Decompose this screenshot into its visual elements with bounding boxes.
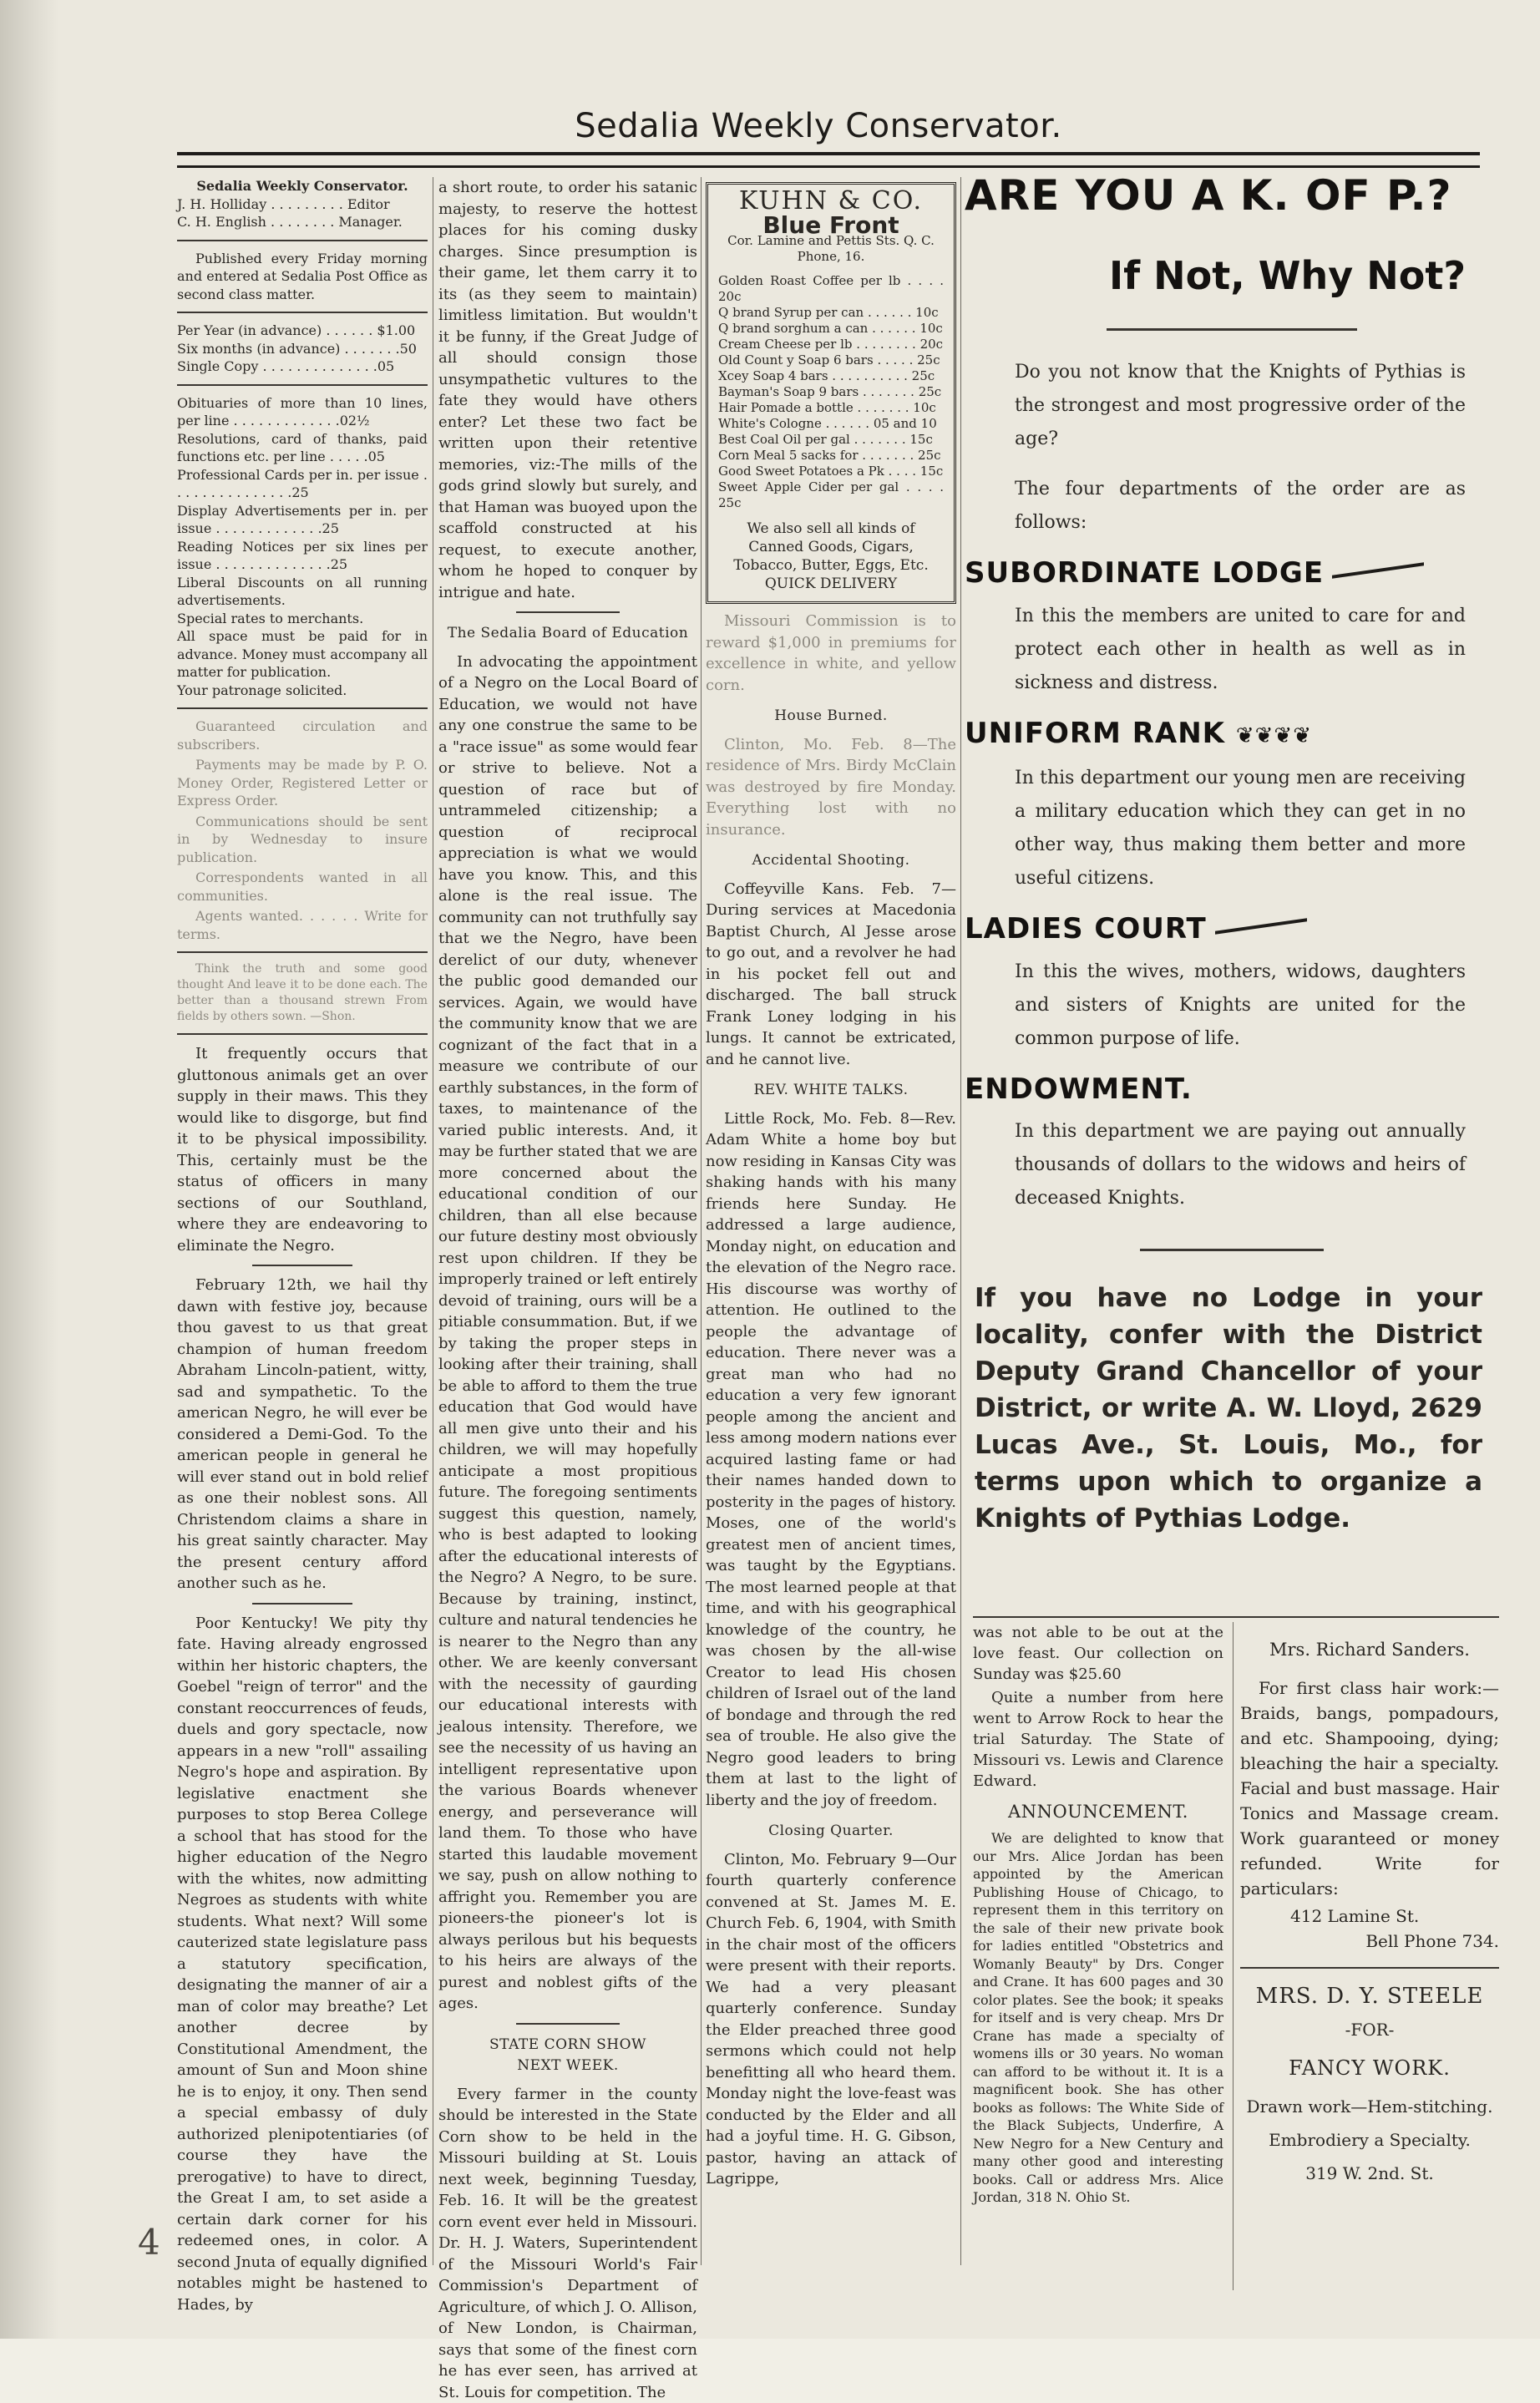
rule — [252, 1265, 352, 1266]
article-corn-show: Every farmer in the county should be interested in the State Corn show to be held in the Missouri building at St. Louis next week, beginning Tuesday, Feb. 16. It will be the greatest corn event ever held in Missouri. Dr. H. J. Waters, Superintendent of the Missouri World's Fair Commission's Department of Agriculture, of which J. O. Allison, of New London, is Chairman, says that some of the finest corn he has ever seen, has arrived at St. Louis for competition. The — [438, 2084, 697, 2403]
article-accidental-shooting: Coffeyville Kans. Feb. 7— During services at Macedonia Baptist Church, Al Jesse arose to go out, and a revolver he had in his pocket fell out and discharged. The ball struck Frank Loney lodging in his lungs. It cannot be extricated, and he cannot live. — [706, 879, 956, 1071]
headline-rev-white: REV. WHITE TALKS. — [706, 1080, 956, 1102]
masthead-rule-lower — [177, 165, 1480, 168]
ad-rate: Display Advertisements per in. per issue . . . . . . . . . . . . .25 — [177, 502, 428, 538]
faint-note: Correspondents wanted in all communities. — [177, 869, 428, 905]
price-item: Good Sweet Potatoes a Pk . . . . 15c — [718, 464, 944, 479]
editorial-kentucky: Poor Kentucky! We pity thy fate. Having already engrossed within her historic chapters, the Goebel "reign of terror" and the constant reoccurrences of feuds, duels and gory spectacle, now appears in a new "roll" assailing Negro's hope and aspiration. By legislative enactment she purposes to stop Berea College a school that has stood for the higher education of the Negro with the whites, now admitting Negroes as students with white students. What next? Will some cauterized state legislature pass a statutory specification, designating the manner of air a man of color may breathe? Let another decree by Constitutional Amendment, the amount of Sun and Moon shine he is to enjoy, it ony. Then send a special embassy of duly authorized plenipotentiaries (of course they have the prerogative) to have to direct, the Great I am, to set aside a certain dark corner for his redeemed ones, in color. A second Jnuta of equally dignified notables might be hastened to Hades, by — [177, 1613, 428, 2316]
page-mark: 4 — [138, 2222, 160, 2263]
kp-intro: Do you not know that the Knights of Pythias is the strongest and most progressive order of the age? — [965, 356, 1499, 456]
editorial-continued: a short route, to order his satanic majesty, to reserve the hottest places for his coming dusky charges. Since presumption is their game, let them carry it to its (as they seem to maintain) limitless limitation. But wouldn't it be funny, if the Great Judge of all should consign those unsympathetic vultures to the fate they would have others enter? Let these two fact be written upon their retentive memories, viz:-The mills of the gods grind slowly but surely, and that Haman was buoyed upon the scaffold constructed at his request, to execute another, whom he hoped to conquer by intrigue and hate. — [438, 177, 697, 603]
staff-editor: J. H. Holliday . . . . . . . . . Editor — [177, 195, 428, 214]
lower-section-rule — [973, 1616, 1499, 1618]
swash-ornament — [1215, 918, 1307, 942]
kp-headline: ARE YOU A K. OF P.? — [965, 185, 1499, 207]
ad-rate: Special rates to merchants. — [177, 610, 428, 628]
sanders-headline: Mrs. Richard Sanders. — [1240, 1637, 1499, 1662]
ad-rate: Professional Cards per in. per issue . . . . . . . . . . . . . . .25 — [177, 466, 428, 502]
price-item: Bayman's Soap 9 bars . . . . . . . 25c — [718, 384, 944, 400]
section-uniform-rank — [965, 723, 1499, 748]
editorial-lincoln: February 12th, we hail thy dawn with festive joy, because thou gavest to us that great champion of human freedom Abraham Lincoln-patient, witty, sad and sympathetic. To the american Negro, he will ever be considered a Demi-God. To the american people in general he will ever stand out in bold relief as one their noblest sons. All Christendom claims a share in his great saintly character. May the present century afford another such as he. — [177, 1275, 428, 1594]
faint-note: Guaranteed circulation and subscribers. — [177, 717, 428, 753]
section-text: In this the members are united to care for and protect each other in health as well as in sickness and distress. — [965, 600, 1499, 700]
price-item: Xcey Soap 4 bars . . . . . . . . . . 25c — [718, 368, 944, 384]
price-item: Best Coal Oil per gal . . . . . . . 15c — [718, 432, 944, 448]
article-commission: Missouri Commission is to reward $1,000 in premiums for excellence in white, and yellow corn. — [706, 611, 956, 696]
price-item: White's Cologne . . . . . . 05 and 10 — [718, 416, 944, 432]
lower-left-column — [973, 1622, 1223, 2290]
section-text: In this department we are paying out annually thousands of dollars to the widows and heirs of deceased Knights. — [965, 1115, 1499, 1215]
section-title: SUBORDINATE LODGE — [965, 556, 1324, 590]
binding-shadow — [0, 0, 58, 2339]
sanders-address: 412 Lamine St. — [1240, 1904, 1499, 1929]
headline-corn-show-sub: NEXT WEEK. — [438, 2056, 697, 2077]
ad-rate: Reading Notices per six lines per issue . . . . . . . . . . . . . .25 — [177, 538, 428, 574]
rule — [177, 312, 428, 313]
steele-line-1: Drawn work—Hem-stitching. — [1240, 2094, 1499, 2119]
editorial-gluttonous: It frequently occurs that gluttonous animals get an over supply in their maws. This they would like to disgorge, but find it to be physical impossibility. This, certainly must be the status of officers in many sections of our Southland, where they are endeavoring to eliminate the Negro. — [177, 1043, 428, 1256]
article-announcement: We are delighted to know that our Mrs. Alice Jordan has been appointed by the American Publishing House of Chicago, to represent them in this territory on the sale of their new private book for ladies entitled "Obstetrics and Womanly Beauty" by Drs. Conger and Crane. It has 600 pages and 30 color plates. See the book; it speaks for itself and is very cheap. Mrs Dr Crane has made a specialty of womens ills or 30 years. No woman can afford to be without it. It is a magnificent book. She has other books as follows: The White Side of the Black Subjects, Underfire, A New Negro for a New Century and many other good and interesting books. Call or address Mrs. Alice Jordan, 318 N. Ohio St. — [973, 1829, 1223, 2207]
swash-ornament — [1332, 562, 1424, 586]
rule — [177, 240, 428, 241]
ad-rate: Obituaries of more than 10 lines, per line . . . . . . . . . . . . .02½ — [177, 394, 428, 430]
kp-advertisement — [965, 177, 1499, 1597]
price-item: Q brand Syrup per can . . . . . . 10c — [718, 305, 944, 321]
section-subordinate-lodge — [965, 563, 1499, 585]
published-notice: Published every Friday morning and entered at Sedalia Post Office as second class matter. — [177, 250, 428, 304]
price-item: Cream Cheese per lb . . . . . . . . 20c — [718, 337, 944, 352]
section-ladies-court — [965, 919, 1499, 940]
ad-footer: We also sell all kinds of Canned Goods, Cigars, Tobacco, Butter, Eggs, Etc. QUICK DELIVERY — [718, 520, 944, 593]
column-rule-4 — [1233, 1622, 1234, 2290]
ad-address: Cor. Lamine and Pettis Sts. Q. C. Phone, 16. — [718, 233, 944, 265]
ad-rate: Your patronage solicited. — [177, 682, 428, 700]
section-text: In this the wives, mothers, widows, daughters and sisters of Knights are united for the common purpose of life. — [965, 956, 1499, 1056]
article-board-of-education: In advocating the appointment of a Negro on the Local Board of Education, we would not have any one construe the same to be a "race issue" as some would fear or strive to believe. Not a question of race but of untrammeled citizenship; a question of reciprocal appreciation is what we would have you know. This, and this alone is the real issue. The community can not truthfully say that we the Negro, have been derelict of our duty, whenever the public good demanded our services. Again, we would have the community know that we are cognizant of the fact that in a measure we contribute of our earthly substances, in the form of taxes, to maintenance of the varied public interests. And, it may be further stated that we are more concerned about the educational condition of our children, than all else because our future destiny most obviously rest upon children. If they be improperly trained or left entirely devoid of training, ours will be a pitiable consummation. But, if we by taking the proper steps in looking after their training, shall be able to afford to them the true education that God would have all men give unto their and his children, we will may hopefully anticipate a most propitious future. The foregoing sentiments suggest this question, namely, who is best adapted to looking after the educational interests of the Negro? A Negro, to be sure. Because by training, instinct, culture and natural tendencies he is nearer to the Negro than any other. We are keenly conversant with the necessity of gaurding our educational interests with jealous intensity. Therefore, we see the necessity of us having an intelligent representative upon the various Boards whenever energy, and perseverance will land them. To those who have started this laudable movement we say, push on allow nothing to affright you. Remember you are pioneers-the pioneer's lot is always perilous but his bequests to his heirs are always of the purest and noblest gifts of the ages. — [438, 651, 697, 2015]
poem: Think the truth and some good thought And leave it to be done each. The better than a thousand strewn From fields by others sown. —Shon. — [177, 961, 428, 1025]
headline-corn-show: STATE CORN SHOW — [438, 2035, 697, 2056]
ad-rate: Resolutions, card of thanks, paid functions etc. per line . . . . .05 — [177, 430, 428, 466]
lower-right-ads — [1240, 1622, 1499, 2290]
price-item: Q brand sorghum a can . . . . . . 10c — [718, 321, 944, 337]
steele-fancy-work: FANCY WORK. — [1240, 2056, 1499, 2081]
kp-closing: If you have no Lodge in your locality, confer with the District Deputy Grand Chancellor of your District, or write A. W. Lloyd, 2629 Lucas Ave., St. Louis, Mo., for terms upon which to organize a Knights of Pythias Lodge. — [965, 1280, 1499, 1537]
faint-note: Agents wanted. . . . . . Write for terms. — [177, 907, 428, 943]
kp-departments: The four departments of the order are as follows: — [965, 473, 1499, 540]
article-rev-white: Little Rock, Mo. Feb. 8—Rev. Adam White a home boy but now residing in Kansas City was shaking hands with his many friends here Sunday. He addressed a large audience, Monday night, on education and the elevation of the Negro race. His discourse was worthy of attention. He outlined to the people the advantage of education. There never was a great man who had no education a very few ignorant people among the ancient and less among modern nations ever acquired lasting fame or had their names handed down to posterity in the pages of history. Moses, one of the world's greatest men of ancient times, was taught by the Egyptians. The most learned people at that time, and with his geographical knowledge of the country, he was chosen by the all-wise Creator to lead His chosen children of Israel out of the land of bondage and through the red sea of trouble. He also give the Negro good leaders to bring them at last to the light of liberty and the joy of freedom. — [706, 1108, 956, 1812]
kuhn-advertisement — [706, 182, 956, 604]
price-item: Old Count y Soap 6 bars . . . . . 25c — [718, 352, 944, 368]
section-title: UNIFORM RANK — [965, 717, 1225, 750]
ad-rate: All space must be paid for in advance. Money must accompany all matter for publication. — [177, 627, 428, 682]
paper-title: Sedalia Weekly Conservator. — [177, 177, 428, 195]
sanders-phone: Bell Phone 734. — [1240, 1929, 1499, 1954]
steele-headline: MRS. D. Y. STEELE — [1240, 1984, 1499, 2009]
faint-note: Payments may be made by P. O. Money Order, Registered Letter or Express Order. — [177, 756, 428, 810]
rule — [177, 384, 428, 386]
headline-house-burned: House Burned. — [706, 706, 956, 727]
rate-single: Single Copy . . . . . . . . . . . . . .05 — [177, 357, 428, 376]
kp-subheadline: If Not, Why Not? — [965, 266, 1466, 287]
section-title: ENDOWMENT. — [965, 1072, 1193, 1106]
steele-line-2: Embrodiery a Specialty. — [1240, 2127, 1499, 2152]
column-3 — [706, 177, 956, 2282]
column-rule-2 — [701, 177, 702, 2265]
rule — [1240, 1967, 1499, 1969]
ornament: ❦❦❦❦ — [1236, 723, 1312, 748]
rule — [177, 1033, 428, 1035]
ad-name: KUHN & CO. — [718, 193, 944, 209]
article-closing-quarter: Clinton, Mo. February 9—Our fourth quarterly conference convened at St. James M. E. Church Feb. 6, 1904, with Smith in the chair most of the officers were present with their reports. We had a very pleasant quarterly conference. Sunday the Elder preached three good sermons which could not help benefitting all who heard them. Monday night the love-feast was conducted by the Elder and all had a joyful time. H. G. Gibson, pastor, having an attack of Lagrippe, — [706, 1849, 956, 2190]
rate-year: Per Year (in advance) . . . . . . $1.00 — [177, 322, 428, 340]
masthead: Sedalia Weekly Conservator. — [501, 107, 1136, 165]
price-item: Golden Roast Coffee per lb . . . . 20c — [718, 273, 944, 305]
rule — [1107, 328, 1357, 331]
article-house-burned: Clinton, Mo. Feb. 8—The residence of Mrs. Birdy McClain was destroyed by fire Monday. Everything lost with no insurance. — [706, 734, 956, 841]
headline-accidental-shooting: Accidental Shooting. — [706, 850, 956, 872]
headline-closing-quarter: Closing Quarter. — [706, 1821, 956, 1843]
article-arrow-rock: Quite a number from here went to Arrow Rock to hear the trial Saturday. The State of Missouri vs. Lewis and Clarence Edward. — [973, 1687, 1223, 1792]
masthead-rule — [177, 152, 1480, 155]
steele-for: -FOR- — [1240, 2017, 1499, 2042]
column-1 — [177, 177, 428, 2282]
price-item: Sweet Apple Cider per gal . . . . 25c — [718, 479, 944, 511]
ad-rate: Liberal Discounts on all running advertisements. — [177, 574, 428, 610]
price-item: Hair Pomade a bottle . . . . . . . 10c — [718, 400, 944, 416]
rule — [252, 1603, 352, 1605]
rate-six-months: Six months (in advance) . . . . . . .50 — [177, 340, 428, 358]
faint-note: Communications should be sent in by Wednesday to insure publication. — [177, 813, 428, 867]
rule — [516, 611, 620, 613]
section-text: In this department our young men are receiving a military education which they can get in no other way, thus making them better and more useful citizens. — [965, 762, 1499, 895]
steele-address: 319 W. 2nd. St. — [1240, 2161, 1499, 2186]
price-item: Corn Meal 5 sacks for . . . . . . . 25c — [718, 448, 944, 464]
headline-announcement: ANNOUNCEMENT. — [973, 1802, 1223, 1823]
section-endowment — [965, 1079, 1499, 1101]
article-collection: was not able to be out at the love feast. Our collection on Sunday was $25.60 — [973, 1622, 1223, 1685]
rule — [177, 707, 428, 709]
rule — [516, 2023, 620, 2025]
headline-board-of-education: The Sedalia Board of Education — [438, 623, 697, 645]
column-rule-3 — [960, 177, 961, 2265]
rule — [1140, 1249, 1324, 1251]
rule — [177, 951, 428, 953]
column-2 — [438, 177, 697, 2282]
sanders-text: For first class hair work:—Braids, bangs, pompadours, and etc. Shampooing, dying; bleaching the hair a specialty. Facial and bust massage. Hair Tonics and Massage cream. Work guaranteed or money refunded. Write for particulars: — [1240, 1676, 1499, 1901]
section-title: LADIES COURT — [965, 912, 1207, 945]
ad-sub: Blue Front — [718, 217, 944, 233]
staff-manager: C. H. English . . . . . . . . Manager. — [177, 213, 428, 231]
